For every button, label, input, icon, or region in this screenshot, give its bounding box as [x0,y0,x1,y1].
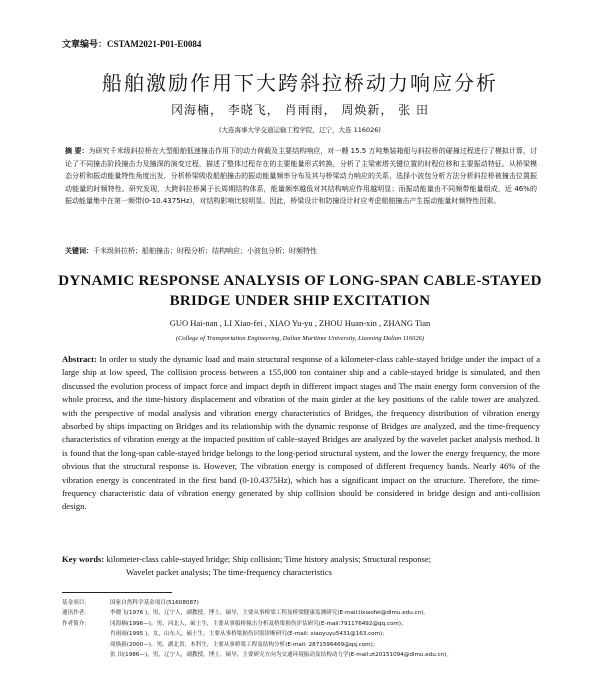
chinese-affiliation: (大连海事大学交通运输工程学院，辽宁，大连 116026) [219,126,381,134]
english-abstract-label: Abstract: [62,354,97,364]
chinese-keywords-text: 千米级斜拉桥；船舶撞击；时程分析；结构响应；小波包分析；时频特性 [93,247,317,255]
english-title-line-1: DYNAMIC RESPONSE ANALYSIS OF LONG-SPAN CABLE-STAYED [58,273,542,289]
english-abstract [62,353,540,514]
chinese-abstract-label: 摘 要： [65,147,89,155]
footnote-label: 通讯作者： [62,610,90,617]
footnote-row [62,608,542,618]
footnote-label [62,650,110,660]
chinese-authors: 冈海楠， 李晓飞， 肖雨雨， 周焕新， 张 田 [170,103,430,117]
footnote-label: 作者简介： [62,620,90,627]
footnote-row [62,598,542,608]
english-keywords-label: Key words: [62,554,105,564]
footnotes [62,598,542,660]
chinese-abstract [65,145,537,208]
footnote-row [62,629,542,639]
footnote-label: 基金项目： [62,600,90,606]
english-authors: GUO Hai-nan , LI Xiao-fei , XIAO Yu-yu , ZHOU Huan-xin , ZHANG Tian [169,318,431,328]
footnote-row [62,640,542,650]
english-keywords-line-2: Wavelet packet analysis; The time-frequency characteristics [126,567,333,578]
english-keywords [62,553,540,580]
footnote-label [62,629,110,639]
chinese-keywords-label: 关键词： [65,247,93,255]
footnote-text: 张 田(1986—)，男，辽宁人，副教授，博士，硕导，主要研究方向为交通环境振动及结构动力学(E-mail:zt20151094@dlmu.edu.cn)。 [110,652,452,659]
chinese-keywords [65,246,537,256]
english-title [0,271,600,311]
article-number: 文章编号：CSTAM2021-P01-E0084 [62,39,202,49]
footnote-divider [62,592,172,593]
chinese-abstract-text: 为研究千米级斜拉桥在大型船舶低速撞击作用下的动力荷载及主要结构响应，对一艘 15.5 万吨集装箱船与斜拉桥的碰撞过程进行了模拟计算，讨论了不同撞击阶段撞击力及撞深的演变过程，描述了整体过程存在的主要能量形式转换，分析了主梁索塔关键位置的时程位移和主要振动特征。从桥梁模态分析和振动能量特性角度出发，分析桥梁吸收船舶撞击的振动能量频率分布及其与桥梁动力响应的关系，选择小波包分析方法分析斜拉桥被撞击位置振动能量的时频特性。研究发现，大跨斜拉桥属于长周期结构体系，能量频率越低对其结构响应作用越明显；而振动能量由不同频带能量组成，近 46%的振动能量集中在第一频带(0-10.4375Hz)，对结构影响比较明显。因此，桥梁设计和防撞设计时应考虑船舶撞击产生振动能量时频特性因素。 [65,147,537,206]
chinese-title: 船舶激励作用下大跨斜拉桥动力响应分析 [102,71,498,95]
footnote-text: 李晓飞(1976 )，男，辽宁人，副教授，博士，硕导，主要从事桥梁工程及桥梁健康监测研究(E-mail:lixiaofei@dlmu.edu.cn)。 [110,610,429,617]
footnote-label [62,640,110,650]
footnote-text: 国家自然科学基金项目(51608087) [110,600,199,606]
english-keywords-line-1: kilometer-class cable-stayed bridge; Ship collision; Time history analysis; Structural response; [106,554,432,564]
english-affiliation: (College of Transportation Engineering, Dalian Maritime University, Liaoning Dalian 116026) [175,335,425,342]
footnote-row [62,650,542,660]
footnote-text: 冈海楠(1996—)，男，河北人，硕士生，主要从事船桥撞击分析及桥梁损伤评估研究(E-mail:791176492@qq.com)； [110,620,407,627]
footnote-text: 肖雨雨(1995 )，女，山东人，硕士生，主要从事桥梁损伤识别诊断研究(E-mail: xiaoyuyu5431@163.com)； [110,631,388,638]
english-abstract-text: In order to study the dynamic load and main structural response of a kilometer-class cable-stayed bridge under the impact of a large ship at low speed, The collision process between a 155,000 ton container ship and a cable-stayed bridge is simulated, and then discussed the evolution process of impact force and impact depth in different impact stages and The main energy form conversion of the whole process, and the time-history displacement and vibration of the main girder at the key positions of the cable tower are analyzed. with the perspective of modal analysis and vibration energy characteristics of Bridges, the frequency distribution of vibration energy absorbed by ships impacting on Bridges and its relationship with the dynamic response of Bridges are analyzed, and the time-frequency characteristics of vibration energy at the impacted position of cable-stayed Bridges are analyzed by the wavelet packet analysis method. It is found that the long-span cable-stayed bridge belongs to the long-period structural system, and the lower the energy frequency, the more obvious that the structural response is. However, The vibration energy is composed of different frequency bands. Nearly 46% of the vibration energy is concentrated in the first band (0-10.4375Hz), which has a significant impact on the structure. Therefore, the time-frequency characteristic data of vibration energy generated by ship collision should be considered in bridge design and anti-collision design. [62,354,541,512]
english-title-line-2: BRIDGE UNDER SHIP EXCITATION [169,293,431,309]
footnote-row [62,619,542,629]
footnote-text: 周焕新(2000—)，男，湖北省，本科生，主要从事桥梁工程及结构分析(E-mail: 2871596469@qq.com)； [110,641,379,648]
